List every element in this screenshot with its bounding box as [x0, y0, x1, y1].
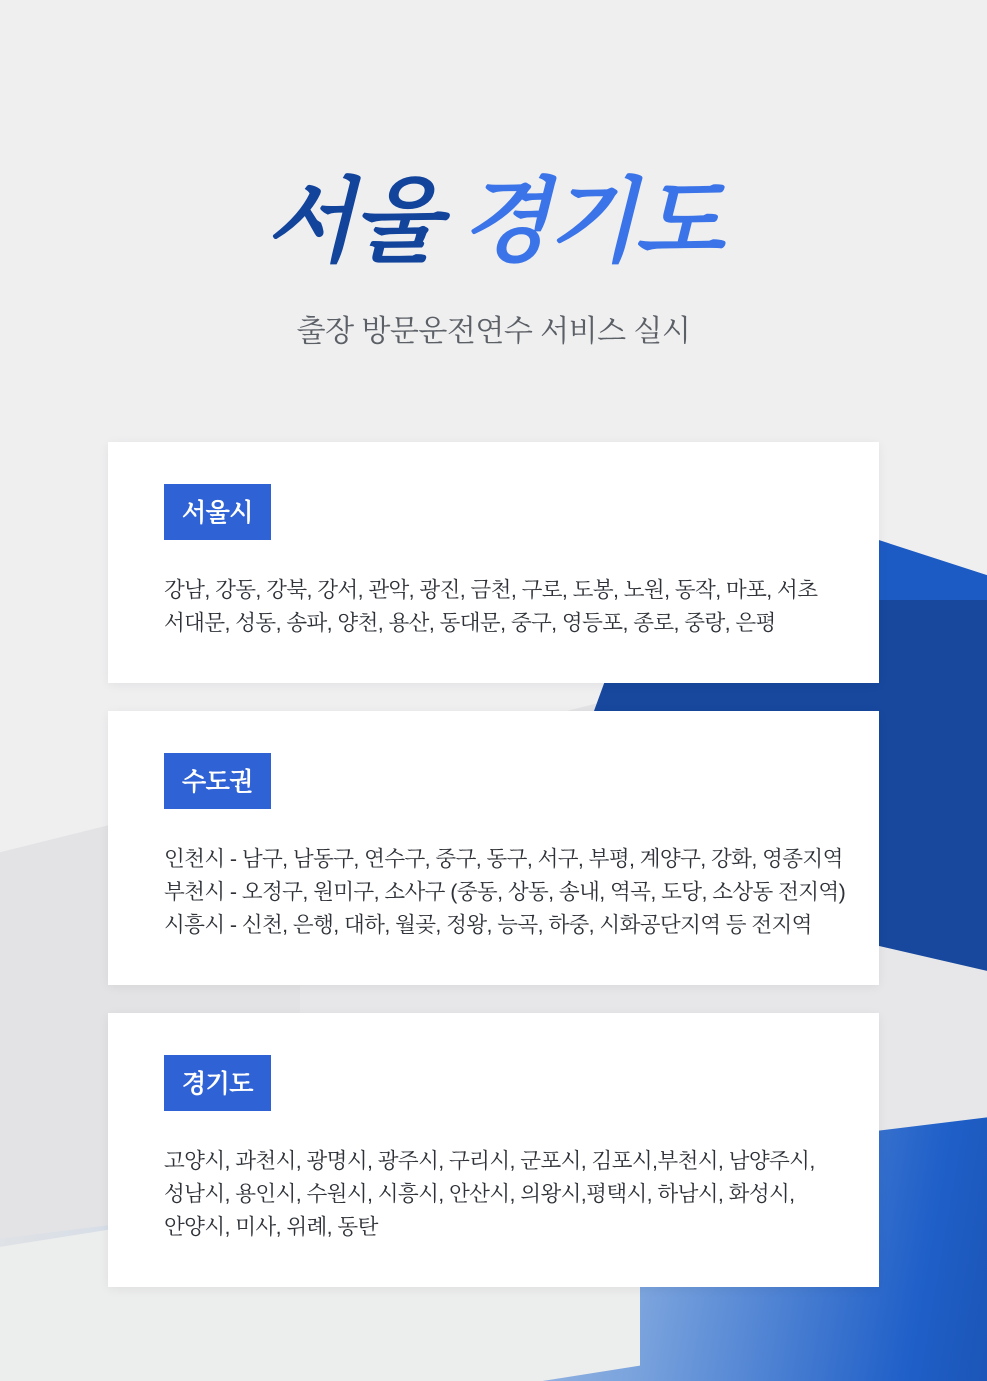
title-part-seoul: 서울 [265, 171, 440, 273]
poster-header [0, 0, 987, 350]
region-card-seoul [108, 442, 879, 683]
region-body-metropolitan [164, 843, 846, 941]
region-line: 고양시, 과천시, 광명시, 광주시, 구리시, 군포시, 김포시,부천시, 남양주시, [164, 1149, 815, 1174]
region-body-seoul [164, 574, 823, 639]
region-line: 성남시, 용인시, 수원시, 시흥시, 안산시, 의왕시,평택시, 하남시, 화성시, [164, 1182, 795, 1207]
region-line: 인천시 - 남구, 남동구, 연수구, 중구, 동구, 서구, 부평, 계양구, 강화, 영종지역 [164, 847, 843, 872]
region-line: 안양시, 미사, 위례, 동탄 [164, 1214, 378, 1239]
region-badge-seoul: 서울시 [164, 484, 271, 540]
region-line: 부천시 - 오정구, 원미구, 소사구 (중동, 상동, 송내, 역곡, 도당, 소상동 전지역) [164, 880, 846, 905]
region-card-list [0, 442, 987, 1287]
region-badge-gyeonggi: 경기도 [164, 1055, 271, 1111]
region-line: 강남, 강동, 강북, 강서, 관악, 광진, 금천, 구로, 도봉, 노원, 동작, 마포, 서초 [164, 578, 818, 602]
region-card-gyeonggi [108, 1013, 879, 1287]
page-title [0, 171, 987, 273]
page-subtitle: 출장 방문운전연수 서비스 실시 [296, 315, 691, 348]
title-part-gyeonggi: 경기도 [461, 171, 722, 273]
region-line: 시흥시 - 신천, 은행, 대하, 월곶, 정왕, 능곡, 하중, 시화공단지역 등 전지역 [164, 912, 812, 937]
region-body-gyeonggi [164, 1145, 823, 1243]
region-card-metropolitan [108, 711, 879, 985]
region-line: 서대문, 성동, 송파, 양천, 용산, 동대문, 중구, 영등포, 종로, 중랑, 은평 [164, 610, 776, 635]
region-badge-metropolitan: 수도권 [164, 753, 271, 809]
